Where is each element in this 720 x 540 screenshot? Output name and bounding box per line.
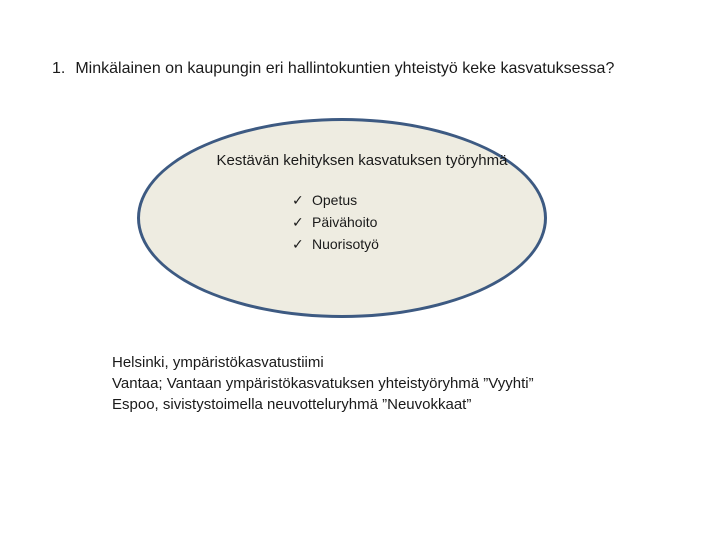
- member-label: Päivähoito: [312, 214, 378, 230]
- checkmark-icon: ✓: [292, 237, 304, 253]
- member-item: [292, 212, 379, 234]
- member-label: Nuorisotyö: [312, 236, 379, 252]
- member-item: [292, 190, 379, 212]
- city-example: Vantaa; Vantaan ympäristökasvatuksen yhteistyöryhmä ”Vyyhti”: [112, 375, 534, 392]
- working-group-title: Kestävän kehityksen kasvatuksen työryhmä: [216, 152, 508, 169]
- member-checklist: [292, 190, 379, 256]
- city-example: Helsinki, ympäristökasvatustiimi: [112, 354, 324, 371]
- question-number: 1.: [52, 60, 66, 77]
- member-label: Opetus: [312, 192, 358, 208]
- checkmark-icon: ✓: [292, 215, 304, 231]
- question-text: Minkälainen on kaupungin eri hallintokuntien yhteistyö keke kasvatuksessa?: [75, 60, 615, 77]
- checkmark-icon: ✓: [292, 193, 304, 209]
- question-heading: [52, 60, 614, 78]
- city-example: Espoo, sivistystoimella neuvotteluryhmä ”Neuvokkaat”: [112, 396, 472, 413]
- member-item: [292, 234, 379, 256]
- city-examples-list: [112, 352, 534, 415]
